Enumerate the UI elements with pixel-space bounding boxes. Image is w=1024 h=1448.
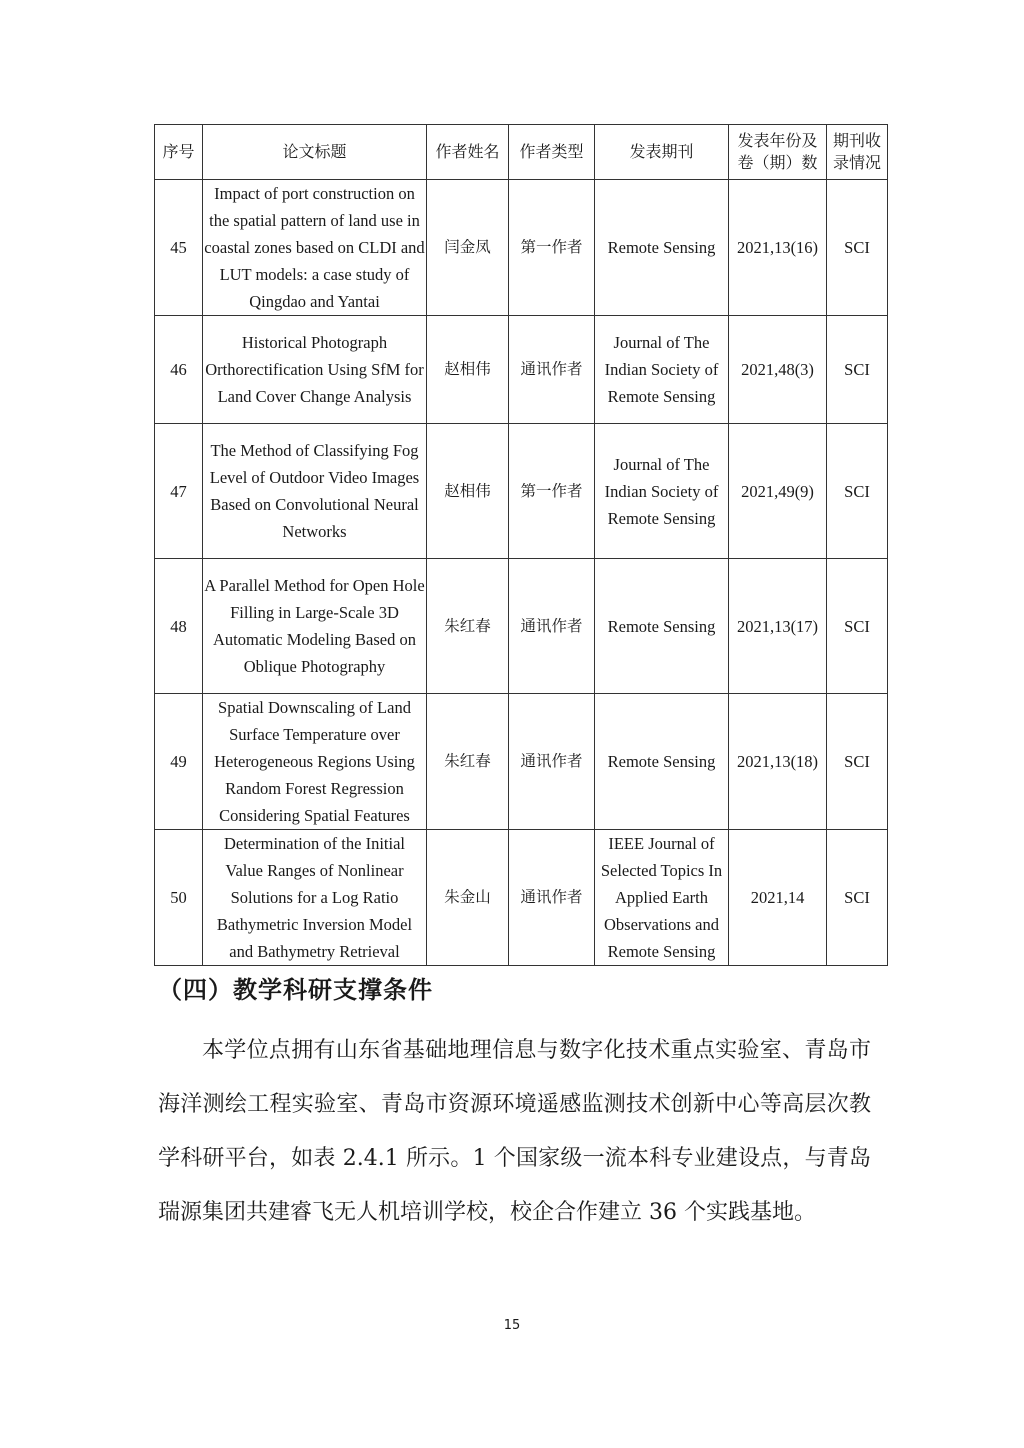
cell-no: 48 [155, 559, 203, 694]
cell-journal: IEEE Journal of Selected Topics In Applied Earth Observations and Remote Sensing [595, 830, 729, 966]
cell-indexed: SCI [827, 694, 888, 830]
header-journal: 发表期刊 [595, 125, 729, 180]
cell-author: 赵相伟 [427, 424, 509, 559]
cell-indexed: SCI [827, 180, 888, 316]
header-author: 作者姓名 [427, 125, 509, 180]
cell-journal: Journal of The Indian Society of Remote Sensing [595, 424, 729, 559]
cell-indexed: SCI [827, 830, 888, 966]
cell-author-type: 通讯作者 [509, 316, 595, 424]
cell-title: Spatial Downscaling of Land Surface Temperature over Heterogeneous Regions Using Random Forest Regression Considering Spatial Features [203, 694, 427, 830]
page-number: 15 [503, 1318, 521, 1333]
table-row [155, 830, 888, 966]
cell-indexed: SCI [827, 559, 888, 694]
header-no: 序号 [155, 125, 203, 180]
cell-author-type: 通讯作者 [509, 830, 595, 966]
cell-author: 闫金凤 [427, 180, 509, 316]
cell-journal: Remote Sensing [595, 559, 729, 694]
cell-journal: Journal of The Indian Society of Remote Sensing [595, 316, 729, 424]
cell-title: Determination of the Initial Value Ranges of Nonlinear Solutions for a Log Ratio Bathymetric Inversion Model and Bathymetry Retrieval [203, 830, 427, 966]
cell-year-vol: 2021,48(3) [729, 316, 827, 424]
cell-author-type: 通讯作者 [509, 694, 595, 830]
cell-no: 46 [155, 316, 203, 424]
cell-journal: Remote Sensing [595, 180, 729, 316]
table-header-row [155, 125, 888, 180]
cell-author: 朱金山 [427, 830, 509, 966]
cell-no: 47 [155, 424, 203, 559]
cell-title: The Method of Classifying Fog Level of Outdoor Video Images Based on Convolutional Neural Networks [203, 424, 427, 559]
cell-indexed: SCI [827, 316, 888, 424]
cell-no: 50 [155, 830, 203, 966]
cell-year-vol: 2021,49(9) [729, 424, 827, 559]
cell-author-type: 第一作者 [509, 424, 595, 559]
cell-journal: Remote Sensing [595, 694, 729, 830]
section-paragraph: 本学位点拥有山东省基础地理信息与数字化技术重点实验室、青岛市海洋测绘工程实验室、青岛市资源环境遥感监测技术创新中心等高层次教学科研平台，如表 2.4.1 所示。1 个国家级一流本科专业建设点，与青岛瑞源集团共建睿飞无人机培训学校，校企合作建立 36 个实践基地。 [158, 1038, 871, 1225]
table-row [155, 424, 888, 559]
header-title: 论文标题 [203, 125, 427, 180]
table-row [155, 316, 888, 424]
cell-no: 49 [155, 694, 203, 830]
cell-author-type: 第一作者 [509, 180, 595, 316]
cell-no: 45 [155, 180, 203, 316]
header-author-type: 作者类型 [509, 125, 595, 180]
header-year-vol: 发表年份及卷（期）数 [729, 125, 827, 180]
cell-author: 朱红春 [427, 694, 509, 830]
cell-title: A Parallel Method for Open Hole Filling in Large-Scale 3D Automatic Modeling Based on Oblique Photography [203, 559, 427, 694]
cell-title: Historical Photograph Orthorectification Using SfM for Land Cover Change Analysis [203, 316, 427, 424]
table-row [155, 180, 888, 316]
table-row [155, 694, 888, 830]
papers-table [154, 124, 888, 966]
cell-year-vol: 2021,13(16) [729, 180, 827, 316]
cell-year-vol: 2021,14 [729, 830, 827, 966]
table-row [155, 559, 888, 694]
cell-year-vol: 2021,13(17) [729, 559, 827, 694]
cell-title: Impact of port construction on the spatial pattern of land use in coastal zones based on CLDI and LUT models: a case study of Qingdao and Yantai [203, 180, 427, 316]
cell-author: 赵相伟 [427, 316, 509, 424]
cell-author: 朱红春 [427, 559, 509, 694]
section-heading: （四）教学科研支撑条件 [158, 976, 433, 1004]
header-indexed: 期刊收录情况 [827, 125, 888, 180]
cell-indexed: SCI [827, 424, 888, 559]
cell-author-type: 通讯作者 [509, 559, 595, 694]
cell-year-vol: 2021,13(18) [729, 694, 827, 830]
